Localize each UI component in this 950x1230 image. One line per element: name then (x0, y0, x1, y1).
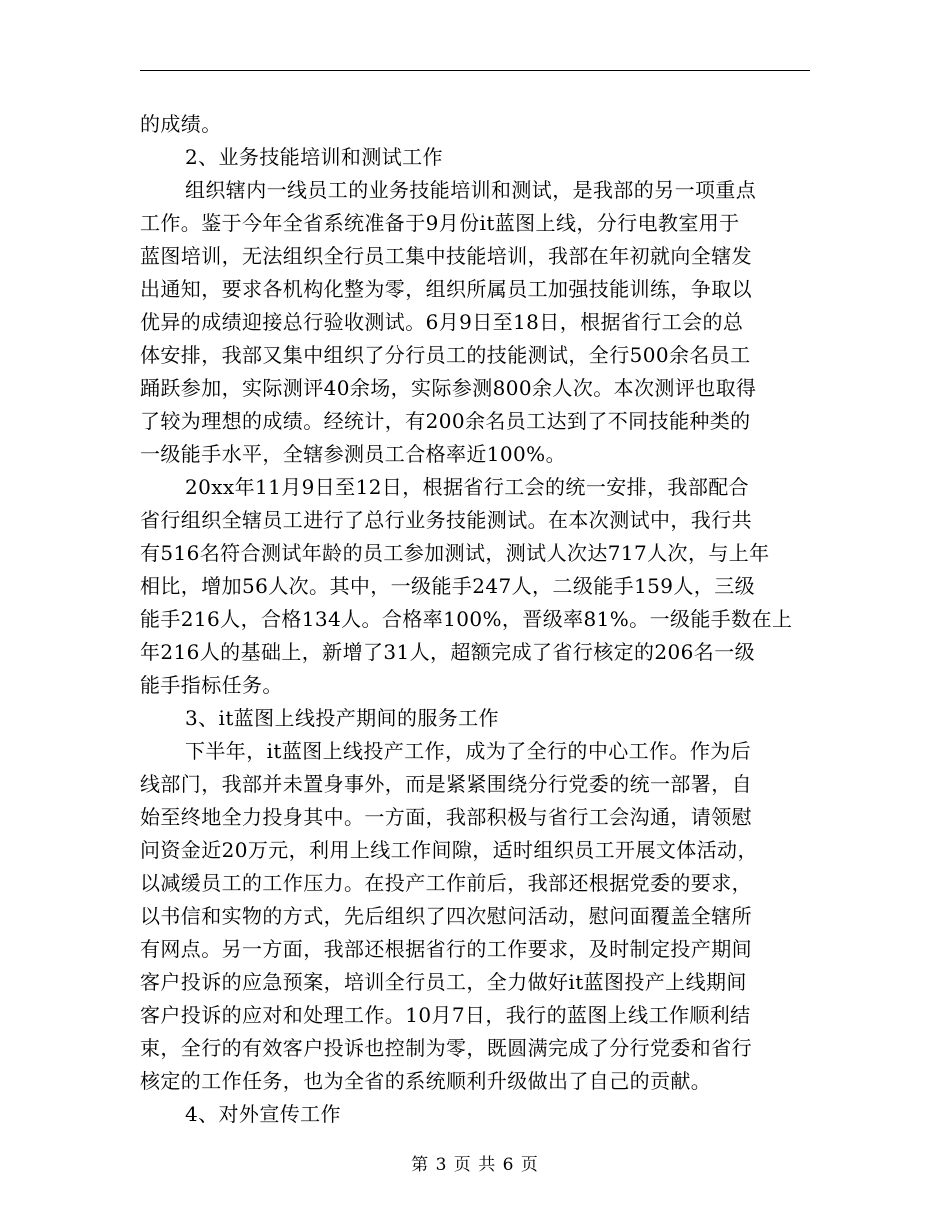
paragraph-line: 一级能手水平，全辖参测员工合格率近100%。 (140, 442, 566, 466)
section-heading: 4、对外宣传工作 (185, 1102, 341, 1126)
paragraph-line: 踊跃参加，实际测评40余场，实际参测800余人次。本次测评也取得 (140, 376, 757, 400)
section-heading: 2、业务技能培训和测试工作 (185, 145, 443, 169)
paragraph-line: 20xx年11月9日至12日，根据省行工会的统一安排，我部配合 (185, 475, 750, 499)
paragraph-line: 始至终地全力投身其中。一方面，我部积极与省行工会沟通，请领慰 (140, 805, 752, 829)
paragraph-line: 以减缓员工的工作压力。在投产工作前后，我部还根据党委的要求， (140, 871, 752, 895)
paragraph-line: 的成绩。 (140, 112, 222, 136)
paragraph-line: 有网点。另一方面，我部还根据省行的工作要求，及时制定投产期间 (140, 937, 752, 961)
document-body (140, 108, 812, 1131)
paragraph-line: 年216人的基础上，新增了31人，超额完成了省行核定的206名一级 (140, 640, 755, 664)
paragraph-line: 束，全行的有效客户投诉也控制为零，既圆满完成了分行党委和省行 (140, 1036, 752, 1060)
paragraph-line: 优异的成绩迎接总行验收测试。6月9日至18日，根据省行工会的总 (140, 310, 744, 334)
paragraph-line: 客户投诉的应对和处理工作。10月7日，我行的蓝图上线工作顺利结 (140, 1003, 751, 1027)
paragraph-line: 客户投诉的应急预案，培训全行员工，全力做好it蓝图投产上线期间 (140, 970, 747, 994)
paragraph-line: 蓝图培训，无法组织全行员工集中技能培训，我部在年初就向全辖发 (140, 244, 752, 268)
paragraph-line: 能手216人，合格134人。合格率100%，晋级率81%。一级能手数在上 (140, 607, 793, 631)
paragraph-line: 出通知，要求各机构化整为零，组织所属员工加强技能训练，争取以 (140, 277, 752, 301)
paragraph-line: 线部门，我部并未置身事外，而是紧紧围绕分行党委的统一部署，自 (140, 772, 752, 796)
paragraph-line: 以书信和实物的方式，先后组织了四次慰问活动，慰问面覆盖全辖所 (140, 904, 752, 928)
paragraph-line: 有516名符合测试年龄的员工参加测试，测试人次达717人次，与上年 (140, 541, 770, 565)
page-number-footer: 第 3 页 共 6 页 (411, 1155, 539, 1175)
paragraph-line: 核定的工作任务，也为全省的系统顺利升级做出了自己的贡献。 (140, 1069, 712, 1093)
paragraph-line: 能手指标任务。 (140, 673, 283, 697)
paragraph-line: 问资金近20万元，利用上线工作间隙，适时组织员工开展文体活动， (140, 838, 758, 862)
paragraph-line: 工作。鉴于今年全省系统准备于9月份it蓝图上线，分行电教室用于 (140, 211, 740, 235)
paragraph-line: 了较为理想的成绩。经统计，有200余名员工达到了不同技能种类的 (140, 409, 751, 433)
paragraph-line: 组织辖内一线员工的业务技能培训和测试，是我部的另一项重点 (185, 178, 757, 202)
header-rule (140, 70, 810, 71)
paragraph-line: 体安排，我部又集中组织了分行员工的技能测试，全行500余名员工 (140, 343, 751, 367)
section-heading: 3、it蓝图上线投产期间的服务工作 (185, 706, 499, 730)
paragraph-line: 下半年，it蓝图上线投产工作，成为了全行的中心工作。作为后 (185, 739, 752, 763)
paragraph-line: 省行组织全辖员工进行了总行业务技能测试。在本次测试中，我行共 (140, 508, 752, 532)
paragraph-line: 相比，增加56人次。其中，一级能手247人，二级能手159人，三级 (140, 574, 755, 598)
